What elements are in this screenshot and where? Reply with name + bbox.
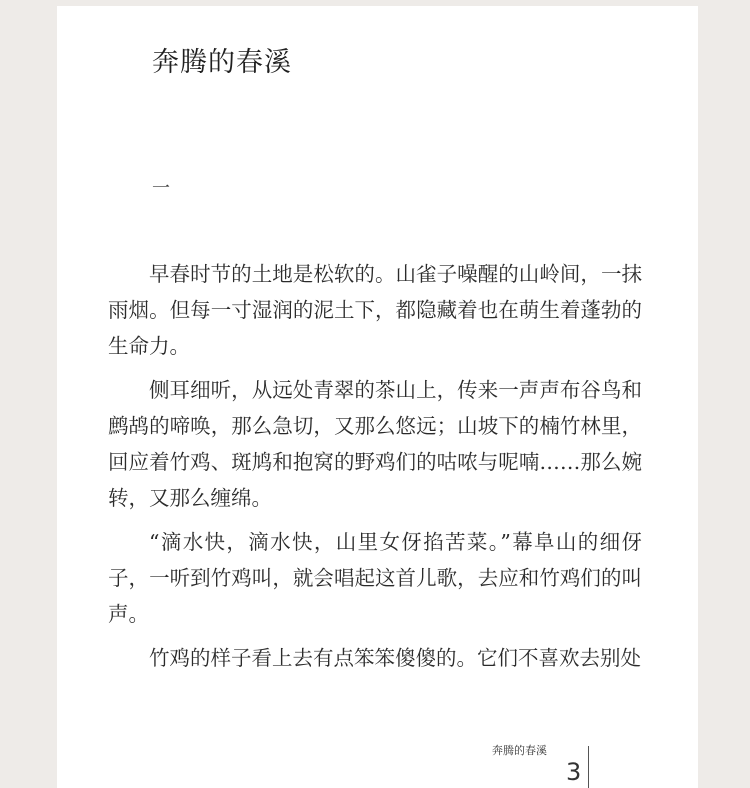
- body-text: [108, 256, 642, 684]
- book-page: [57, 6, 698, 788]
- paragraph-4: 竹鸡的样子看上去有点笨笨傻傻的。它们不喜欢去别处: [149, 646, 641, 670]
- page-number: 3: [566, 758, 582, 786]
- footer-divider: [588, 746, 589, 788]
- paragraph-3: “滴水快，滴水快，山里女伢掐苦菜。”幕阜山的细伢子，一听到竹鸡叫，就会唱起这首儿歌，去应和竹鸡们的叫声。: [108, 530, 642, 626]
- running-title: 奔腾的春溪: [492, 744, 547, 757]
- chapter-title: 奔腾的春溪: [152, 47, 292, 78]
- paragraph-1: 早春时节的土地是松软的。山雀子噪醒的山岭间，一抹雨烟。但每一寸湿润的泥土下，都隐藏着也在萌生着蓬勃的生命力。: [108, 262, 642, 358]
- paragraph-2: 侧耳细听，从远处青翠的茶山上，传来一声声布谷鸟和鹧鸪的啼唤，那么急切，又那么悠远；山坡下的楠竹林里，回应着竹鸡、斑鸠和抱窝的野鸡们的咕哝与呢喃……那么婉转，又那么缠绵。: [108, 378, 642, 510]
- section-number: 一: [152, 178, 170, 199]
